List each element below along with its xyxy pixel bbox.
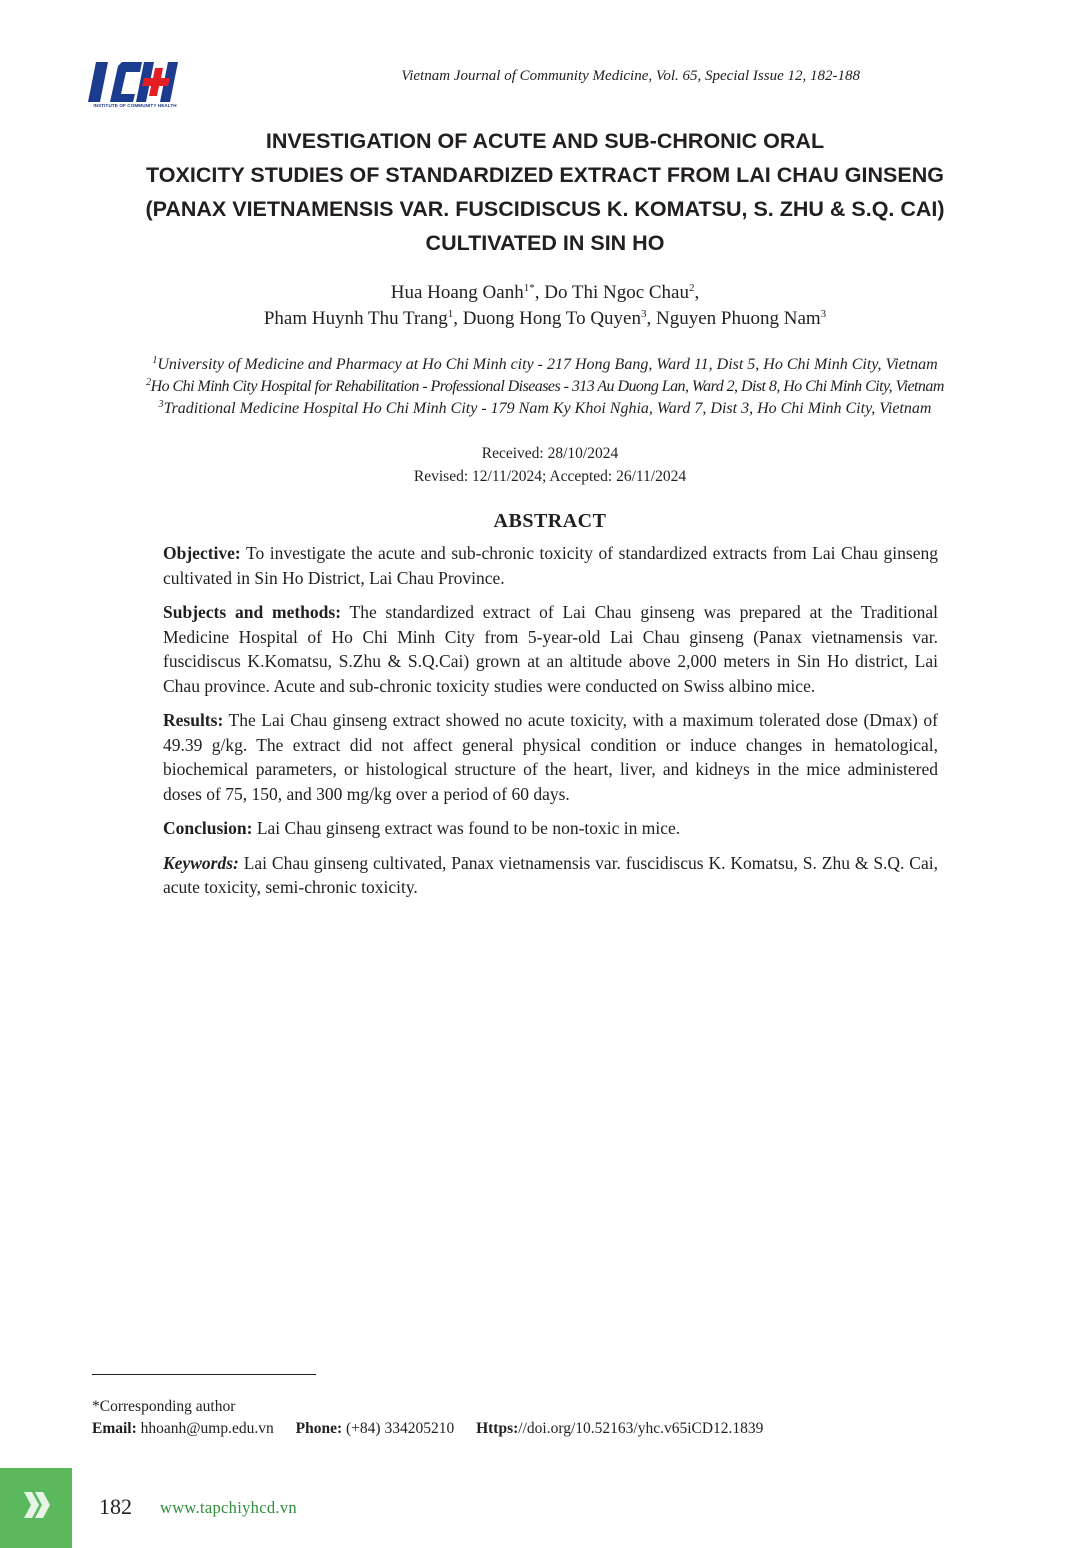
objective-text: To investigate the acute and sub-chronic toxicity of standardized extracts from Lai Chau ginseng cultivated in Sin Ho District, Lai Chau Province. [163,543,938,588]
footnote [92,1396,992,1440]
author-name: Nguyen Phuong Nam [656,308,821,329]
abstract-methods [163,600,938,698]
affiliation-number: 1 [152,355,158,366]
corresponding-author-note: *Corresponding author [92,1398,236,1415]
abstract-objective [163,541,938,590]
keywords-label: Keywords: [163,852,239,873]
abstract-results [163,708,938,806]
title-line: TOXICITY STUDIES OF STANDARDIZED EXTRACT FROM LAI CHAU GINSENG [146,163,944,187]
author-affiliation-mark: 2 [689,282,695,294]
affiliation-list [60,354,1030,420]
abstract-body [163,541,938,910]
author-separator: , [453,308,463,329]
doi-label: Https: [476,1420,519,1437]
revised-accepted-date: Revised: 12/11/2024; Accepted: 26/11/2024 [413,468,687,485]
contact-line [92,1418,992,1440]
methods-label: Subjects and methods: [163,602,342,622]
author-separator: , [534,282,545,303]
abstract-keywords [163,851,938,900]
page-number: 182 [99,1494,132,1519]
affiliation [60,376,1030,398]
author-affiliation-mark: 1 [447,308,454,320]
author-separator: , [646,308,656,329]
author-name: Hua Hoang Oanh [390,282,524,303]
author-separator: , [694,282,700,303]
journal-citation: Vietnam Journal of Community Medicine, Vol. 65, Special Issue 12, 182-188 [401,68,860,84]
author-name: Do Thi Ngoc Chau [544,282,689,303]
paper-title [60,124,1030,260]
double-chevron-right-icon [22,1490,52,1520]
author-list [60,280,1030,332]
methods-text: The standardized extract of Lai Chau ginseng was prepared at the Traditional Medicine Hospital of Ho Chi Minh City from 5-year-old Lai Chau ginseng (Panax vietnamensis var. fuscidiscus K.Komatsu, S.Zhu & S.Q.Cai) grown at an altitude above 2,000 meters in Sin Ho district, Lai Chau province. Acute and sub-chronic toxicity studies were conducted on Swiss albino mice. [163,602,938,696]
page-tab [0,1468,72,1548]
affiliation-number: 2 [146,377,151,388]
affiliation [60,398,1030,420]
phone-number: (+84) 334205210 [346,1420,455,1437]
author-affiliation-mark: 3 [641,308,647,320]
affiliation-text: Ho Chi Minh City Hospital for Rehabilitation - Professional Diseases - 313 Au Duong Lan, Ward 2, Dist 8, Ho Chi Minh City, Vietnam [150,378,944,395]
keywords-text: Lai Chau ginseng cultivated, Panax vietnamensis var. fuscidiscus K. Komatsu, S. Zhu & S.Q. Cai, acute toxicity, semi-chronic toxicity. [163,852,938,897]
author-affiliation-mark: 3 [820,308,827,320]
email-label: Email: [92,1420,137,1437]
author-affiliation-mark: 1* [523,282,535,294]
title-line: INVESTIGATION OF ACUTE AND SUB-CHRONIC ORAL [265,129,825,153]
article-dates [300,442,800,488]
author-name: Duong Hong To Quyen [462,308,641,329]
journal-website-link[interactable]: www.tapchiyhcd.vn [160,1498,297,1517]
results-label: Results: [163,710,224,730]
abstract-heading: ABSTRACT [493,510,607,532]
abstract-conclusion [163,816,938,841]
results-text: The Lai Chau ginseng extract showed no acute toxicity, with a maximum tolerated dose (Dmax) of 49.39 g/kg. The extract did not affect general physical condition or induce changes in hematological, biochemical parameters, or histological structure of the heart, liver, and kidneys in the mice administered doses of 75, 150, and 300 mg/kg over a period of 60 days. [163,710,938,804]
conclusion-label: Conclusion: [163,818,253,838]
conclusion-text: Lai Chau ginseng extract was found to be non-toxic in mice. [252,818,681,838]
affiliation-number: 3 [158,399,164,410]
author-line [60,306,1030,332]
email-link[interactable]: hhoanh@ump.edu.vn [140,1420,274,1437]
affiliation [60,354,1030,376]
title-line: (PANAX VIETNAMENSIS VAR. FUSCIDISCUS K. KOMATSU, S. ZHU & S.Q. CAI) [145,197,945,221]
received-date: Received: 28/10/2024 [481,445,619,462]
title-line: CULTIVATED IN SIN HO [425,231,665,255]
doi-link[interactable]: //doi.org/10.52163/yhc.v65iCD12.1839 [518,1420,764,1437]
footnote-divider [92,1374,316,1375]
affiliation-text: Traditional Medicine Hospital Ho Chi Minh City - 179 Nam Ky Khoi Nghia, Ward 7, Dist 3, Ho Chi Minh City, Vietnam [163,400,932,417]
author-line [60,280,1030,306]
author-name: Pham Huynh Thu Trang [263,308,448,329]
phone-label: Phone: [295,1420,343,1437]
affiliation-text: University of Medicine and Pharmacy at Ho Chi Minh city - 217 Hong Bang, Ward 11, Dist 5, Ho Chi Minh City, Vietnam [157,356,938,373]
objective-label: Objective: [163,543,241,563]
logo-caption: INSTITUTE OF COMMUNITY HEALTH [93,103,177,108]
